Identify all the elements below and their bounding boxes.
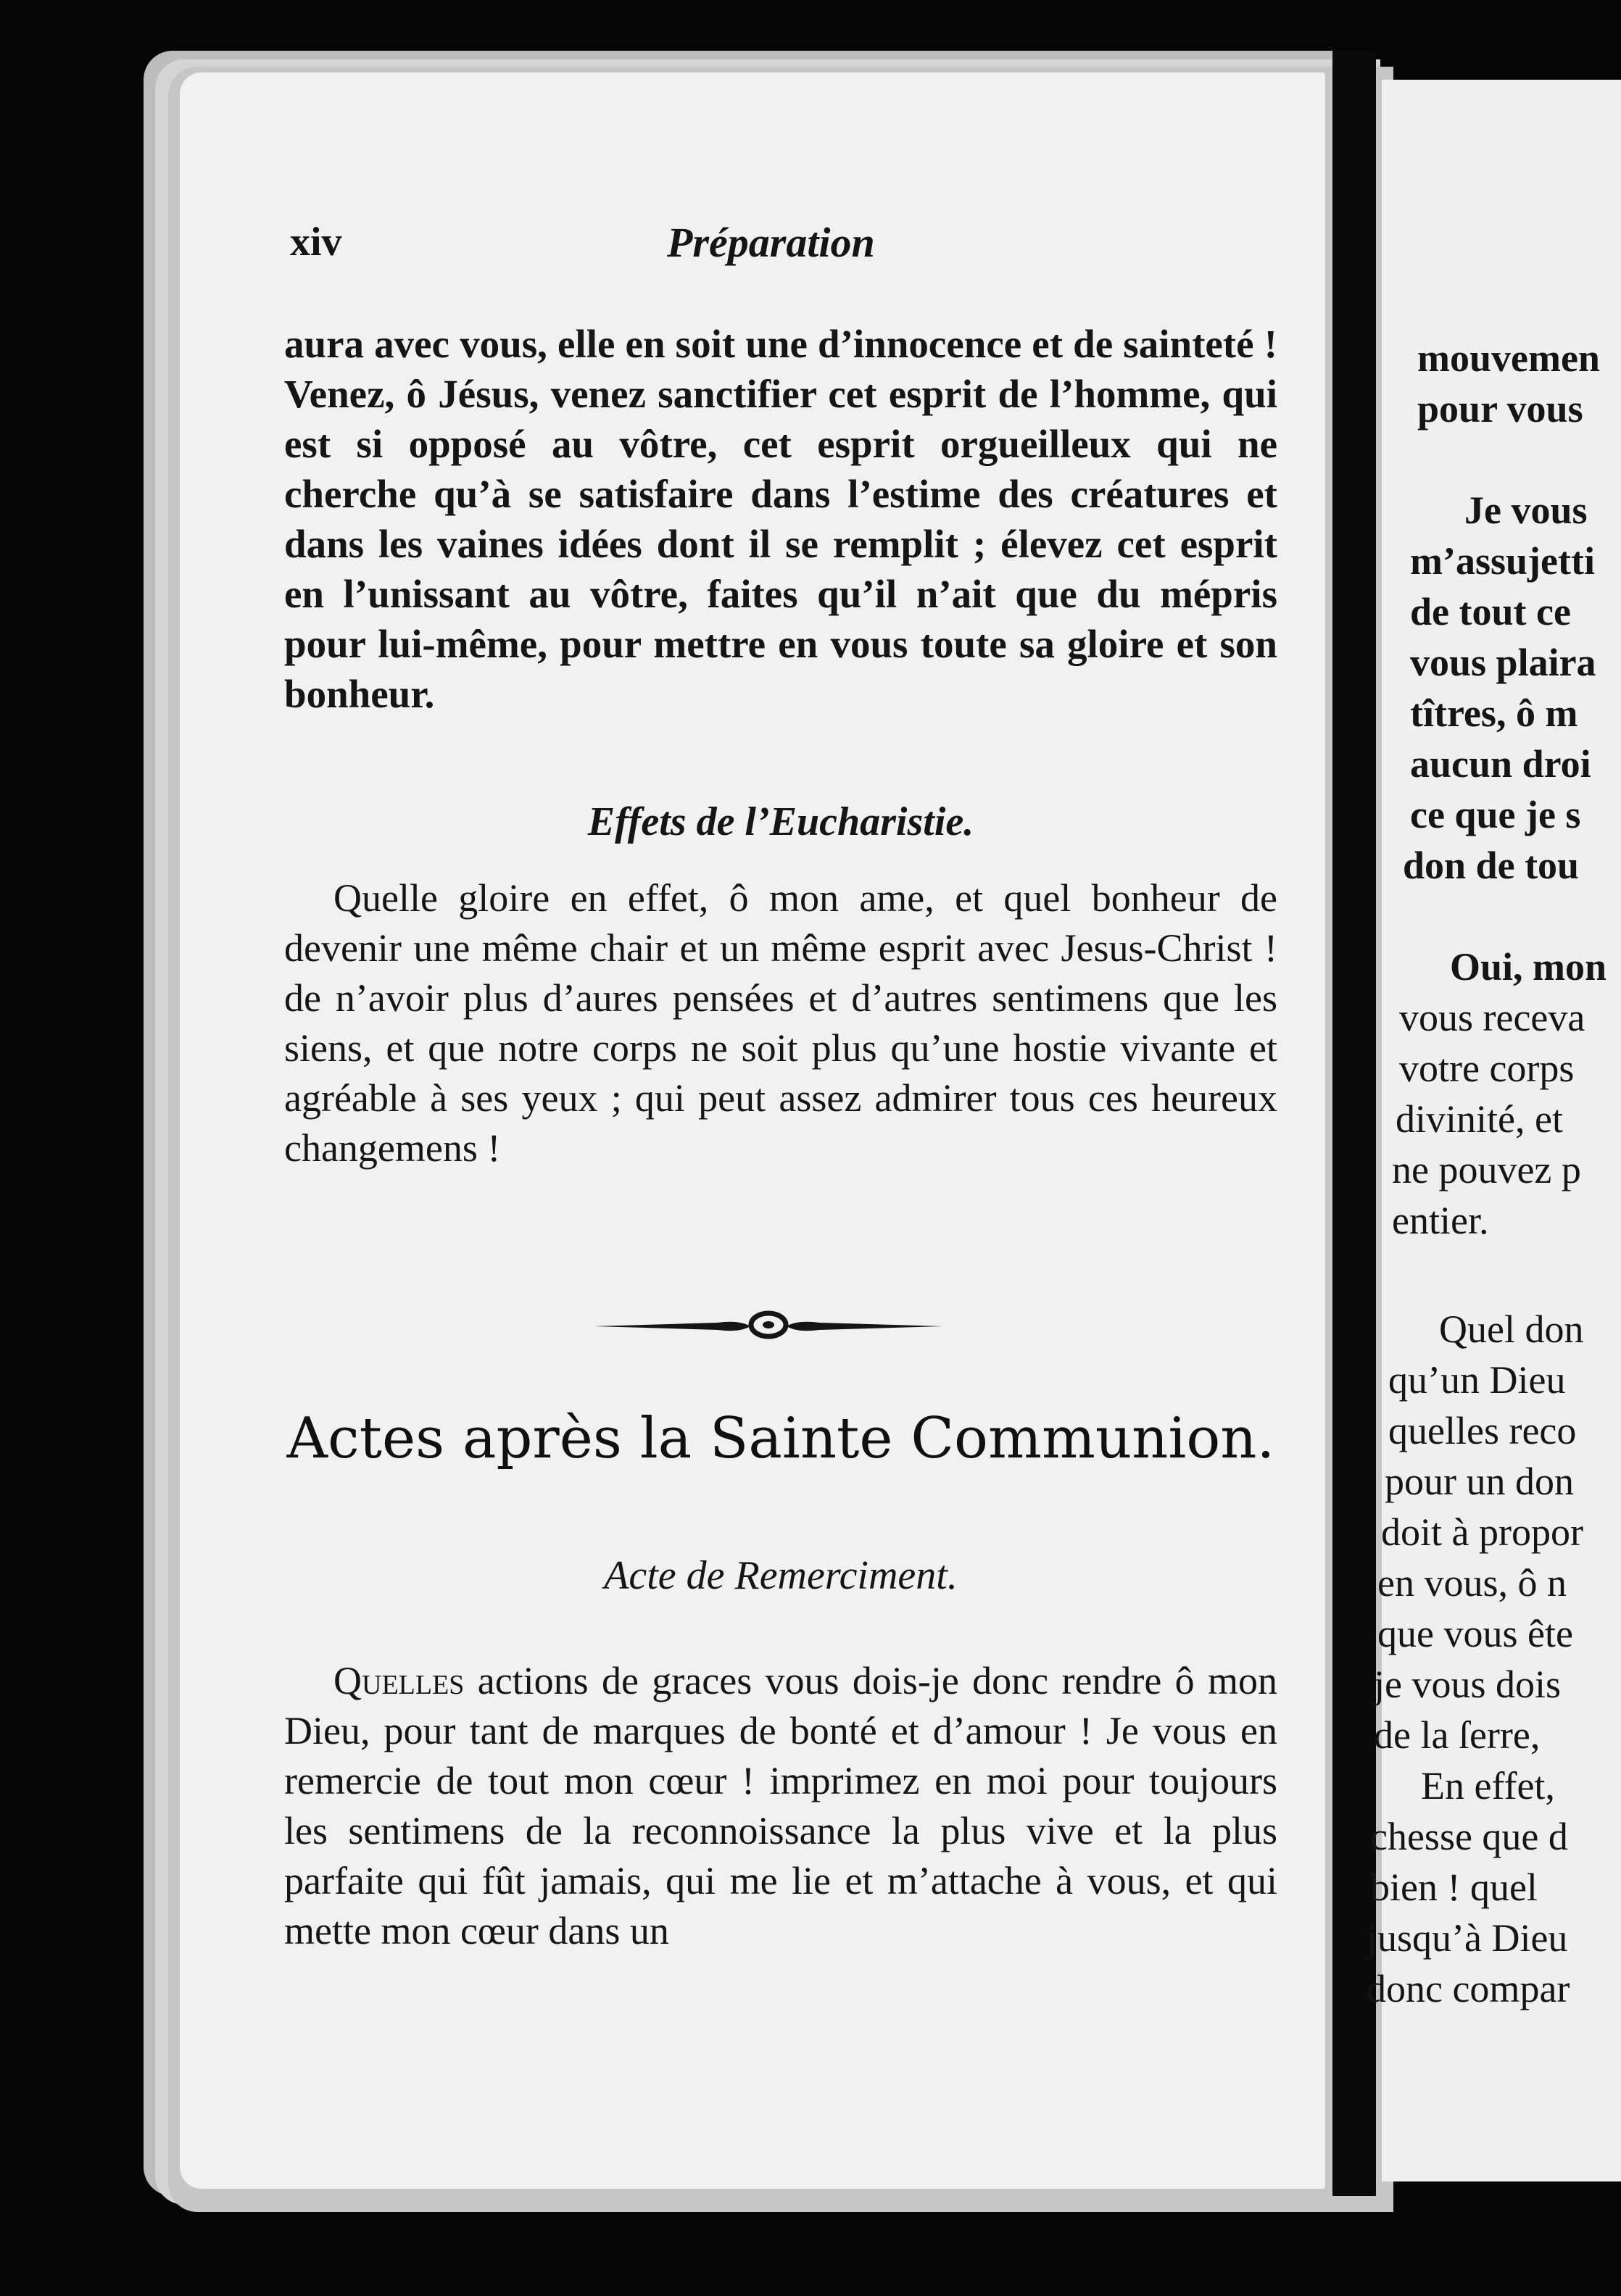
right-page-line: Je vous (1464, 488, 1588, 532)
running-head (290, 217, 1283, 275)
right-page-line: En effet, (1421, 1764, 1555, 1808)
right-page-line: Quel don (1439, 1307, 1584, 1351)
paragraph-1: aura avec vous, elle en soit une d’innocence et de sainteté ! Venez, ô Jésus, venez sanctifier cet esprit de l’homme, qui est si opposé au vôtre, cet esprit orgueilleux qui ne cherche qu’à se satisfaire dans l’estime des créatures et dans les vaines idées dont il se remplit ; élevez cet esprit en l’unissant au vôtre, faites qu’il n’ait que du mépris pour lui-même, pour mettre en vous toute sa gloire et son bonheur. (284, 322, 1277, 716)
subheading-effets: Effets de l’Eucharistie. (587, 799, 974, 844)
right-page-line: divinité, et (1396, 1097, 1563, 1141)
book-gutter (1332, 51, 1376, 2196)
right-page-line: aucun droi (1410, 742, 1591, 786)
right-page-line: en vous, ô n (1377, 1561, 1567, 1605)
right-page-line: quelles reco (1388, 1409, 1577, 1452)
right-page-line: que vous ête (1377, 1612, 1573, 1655)
right-page-line: de la ſerre, (1374, 1713, 1541, 1757)
right-page-line: mouvemen (1417, 336, 1600, 380)
right-page-line: de tout ce (1410, 590, 1571, 633)
right-page-line: jusqu’à Dieu (1367, 1916, 1568, 1960)
right-page-line: Oui, mon (1450, 945, 1607, 989)
right-page-line: je vous dois (1374, 1663, 1562, 1706)
right-page-line: ne pouvez p (1392, 1148, 1581, 1191)
right-page-line: votre corps (1399, 1047, 1575, 1090)
right-page-line: doit à propor (1381, 1510, 1583, 1554)
paragraph-3-body: actions de graces vous dois-je donc rendre ô mon Dieu, pour tant de marques de bonté et d’amour ! Je vous en remercie de tout mon cœur ! imprimez en moi pour toujours les sentimens de la reconnoissance la plus vive et la plus parfaite qui fût jamais, qui me lie et m’attache à vous, et qui mette mon cœur dans un (284, 1659, 1277, 1952)
ornament-icon (594, 1301, 942, 1352)
section-title: Actes après la Sainte Communion. (286, 1406, 1275, 1471)
page-number: xiv (290, 220, 342, 265)
paragraph-3-initial-word: Quelles (333, 1659, 465, 1702)
right-page-line: m’assujetti (1410, 539, 1595, 583)
right-page-line: entier. (1392, 1199, 1489, 1242)
right-page-line: tîtres, ô m (1410, 691, 1578, 735)
running-head-title: Préparation (667, 219, 875, 266)
right-page-line: qu’un Dieu (1388, 1358, 1566, 1402)
right-page-line: donc compar (1367, 1967, 1570, 2010)
right-page-line: vous plaira (1410, 641, 1596, 684)
right-page-line: pour vous (1417, 387, 1583, 430)
right-page-line: don de tou (1403, 844, 1580, 887)
paragraph-2: Quelle gloire en effet, ô mon ame, et quel bonheur de devenir une même chair et un même esprit avec Jesus-Christ ! de n’avoir plus d’aures pensées et d’autres sentimens que les siens, et que notre corps ne soit plus qu’une hostie vivante et agréable à ses yeux ; qui peut assez admirer tous ces heureux changemens ! (284, 876, 1277, 1170)
right-page-line: bien ! quel (1370, 1865, 1538, 1909)
right-page-line: pour un don (1385, 1460, 1574, 1503)
act-title: Acte de Remerciment. (604, 1553, 958, 1598)
right-page-line: chesse que d (1370, 1815, 1568, 1858)
right-page-line: ce que je s (1410, 793, 1581, 836)
right-page-line: vous receva (1399, 996, 1585, 1039)
paragraph-3 (284, 1656, 1277, 1956)
